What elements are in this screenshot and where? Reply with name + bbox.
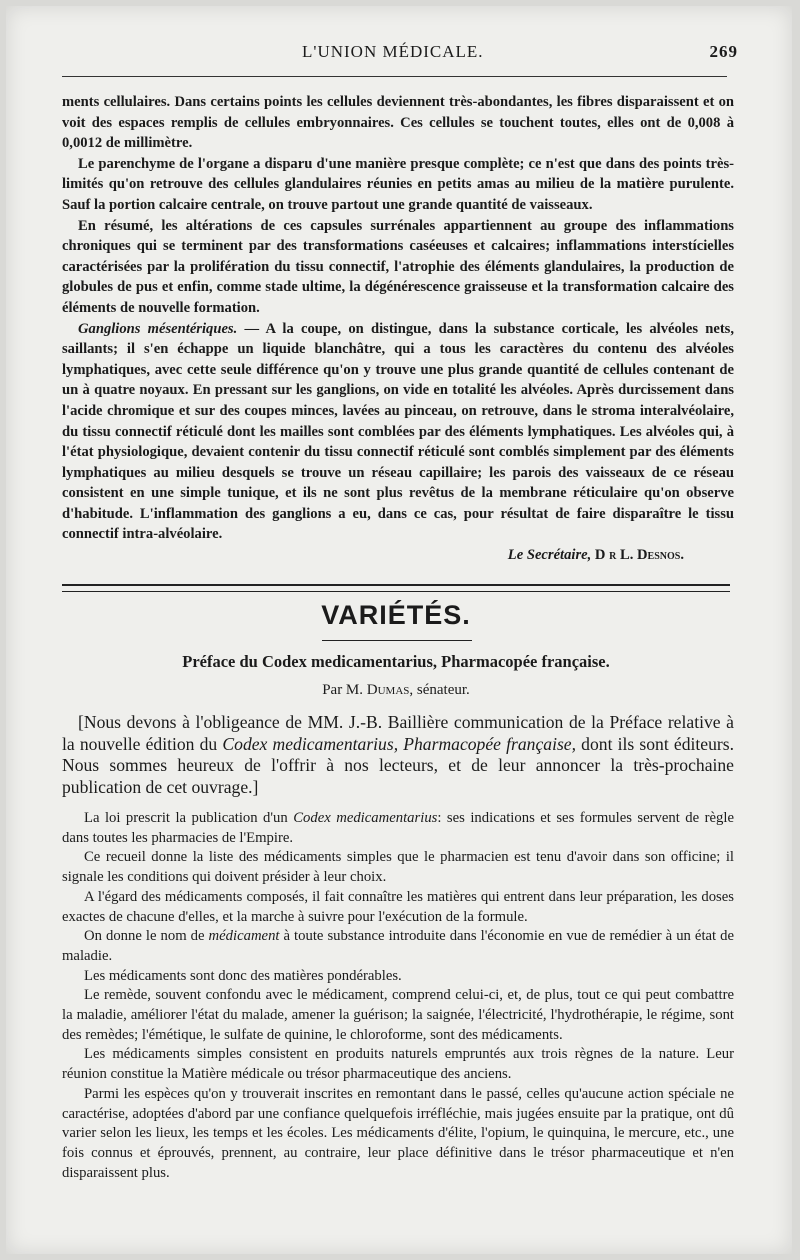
paragraph-ganglions bbox=[62, 319, 734, 546]
byline-suffix: , sénateur. bbox=[409, 682, 470, 698]
paragraph bbox=[62, 927, 734, 966]
text-part: : ses indications et ses formules servent de règle dans toutes les pharmacies de l'Empire. bbox=[62, 810, 734, 846]
text-part: à toute substance introduite dans l'économie en vue de remédier à un état de maladie. bbox=[62, 928, 735, 964]
note-part: [Nous devons à l'obligeance de MM. J.-B. Baillière communication de la Préface relative à la nouvelle édition du bbox=[62, 712, 734, 754]
editor-note-text bbox=[62, 712, 734, 798]
paragraph: Les médicaments sont donc des matières pondérables. bbox=[84, 967, 402, 984]
byline bbox=[62, 682, 730, 699]
page-number: 269 bbox=[709, 42, 738, 61]
paragraph bbox=[62, 809, 734, 848]
journal-title: L'UNION MÉDICALE. bbox=[302, 42, 484, 61]
text-part: La loi prescrit la publication d'un bbox=[84, 810, 294, 826]
signature-role: Le Secrétaire, bbox=[507, 547, 592, 564]
italic-part: Codex medicamentarius bbox=[293, 810, 438, 826]
ganglions-text: — A la coupe, on distingue, dans la substance corticale, les alvéoles nets, saillants; il s'en échappe un liquide blanchâtre, qui a tous les caractères du contenu des alvéoles lymphatiques, avec cette seule différence qu'on y trouve une plus grande quantité de cellules contenant de un à quatre noyaux. En pressant sur les ganglions, on vide en totalité les alvéoles. Après durcissement dans l'acide chromique et sur des coupes minces, lavées au pinceau, on retrouve, dans le stroma interalvéolaire, du tissu connectif réticulé dont les mailles sont comblées par des éléments lymphatiques. Les alvéoles qui, à l'état physiologique, devaient contenir du tissu connectif réticulé sont comblés simplement par des éléments lymphatiques au milieu desquels se trouve un réseau capillaire; les parois des vaisseaux de ce réseau consistent en une simple tunique, et ils ne sont plus revêtus de la membrane réticulaire qu'on observe d'habitude. L'inflammation des ganglions a eu, dans ce cas, pour résultat de faire disparaître le tissu connectif intra-alvéolaire. bbox=[62, 320, 735, 543]
signature bbox=[62, 545, 734, 566]
author-name: Dumas bbox=[366, 682, 410, 698]
paragraph: Ce recueil donne la liste des médicaments simples que le pharmacien est tenu d'avoir dans son officine; il signale les conditions qui doivent présider à leur choix. bbox=[62, 849, 734, 886]
paragraph: Les médicaments simples consistent en produits naturels empruntés aux trois règnes de la nature. Leur réunion constitue la Matière médicale ou trésor pharmaceutique des anciens. bbox=[62, 1046, 734, 1083]
section-report bbox=[62, 92, 734, 566]
note-part: dont ils sont éditeurs. Nous sommes heureux de l'offrir à nos lecteurs, et de leur annoncer la très-prochaine publication de cet ouvrage.] bbox=[62, 733, 734, 797]
byline-prefix: Par M. bbox=[322, 682, 367, 698]
running-head bbox=[62, 42, 740, 66]
ganglions-heading: Ganglions mésentériques. bbox=[78, 320, 238, 337]
italic-part: médicament bbox=[208, 928, 280, 945]
heading-underline bbox=[322, 640, 472, 641]
header-rule bbox=[62, 76, 727, 77]
text-part: On donne le nom de bbox=[84, 928, 209, 945]
note-title-italic: Codex medicamentarius, Pharmacopée française, bbox=[222, 733, 577, 754]
editor-note bbox=[62, 712, 734, 798]
paragraph: En résumé, les altérations de ces capsules surrénales appartiennent au groupe des inflammations chroniques qui se terminent par des transformations caséeuses et calcaires; inflammations interstícielles caractérisées par la prolifération du tissu connectif, l'atrophie des éléments glandulaires, la production de globules de pus et enfin, comme stade ultime, la dégénérescence graisseuse et la transformation calcaire des éléments de nouvelle formation. bbox=[62, 217, 734, 316]
paragraph: A l'égard des médicaments composés, il fait connaître les matières qui entrent dans leur préparation, les doses exactes de chacune d'elles, et la marche à suivre pour l'exécution de la formule. bbox=[62, 888, 734, 925]
article-title: Préface du Codex medicamentarius, Pharmacopée française. bbox=[182, 652, 610, 671]
paragraph: Parmi les espèces qu'on y trouverait inscrites en remontant dans le passé, celles qu'aucune action spéciale ne caractérise, adoptées d'abord par une confiance quelquefois irréfléchie, mais jugées ensuite par la pratique, ont dû varier selon les lieux, les temps et les écoles. Les médicaments d'élite, l'opium, le quinquina, le mercure, etc., une fois connus et éprouvés, prennent, au contraire, leur place définitive dans le trésor pharmaceutique et n'en disparaissent plus. bbox=[62, 1085, 734, 1181]
signature-name: D r L. Desnos. bbox=[594, 547, 684, 564]
page bbox=[6, 6, 792, 1254]
section-heading: VARIÉTÉS. bbox=[321, 600, 471, 630]
paragraph: Le parenchyme de l'organe a disparu d'une manière presque complète; ce n'est que dans des points très-limités qu'on retrouve des cellules glandulaires réunies en petits amas au milieu de la matière purulente. Sauf la portion calcaire centrale, on trouve partout une grande quantité de vaisseaux. bbox=[62, 155, 734, 213]
paragraph: Le remède, souvent confondu avec le médicament, comprend celui-ci, et, de plus, tout ce qui peut combattre la maladie, améliorer l'état du malade, amener la guérison; la saignée, l'électricité, l'hydrothérapie, le régime, sont des remèdes; l'émétique, le sulfate de quinine, le chloroforme, sont des médicaments. bbox=[62, 987, 734, 1043]
section-divider bbox=[62, 584, 730, 592]
paragraph: ments cellulaires. Dans certains points les cellules deviennent très-abondantes, les fibres disparaissent et on voit des espaces remplis de cellules embryonnaires. Ces cellules se touchent toutes, elles ont de 0,008 à 0,0012 de millimètre. bbox=[62, 94, 734, 152]
article-body bbox=[62, 809, 734, 1183]
